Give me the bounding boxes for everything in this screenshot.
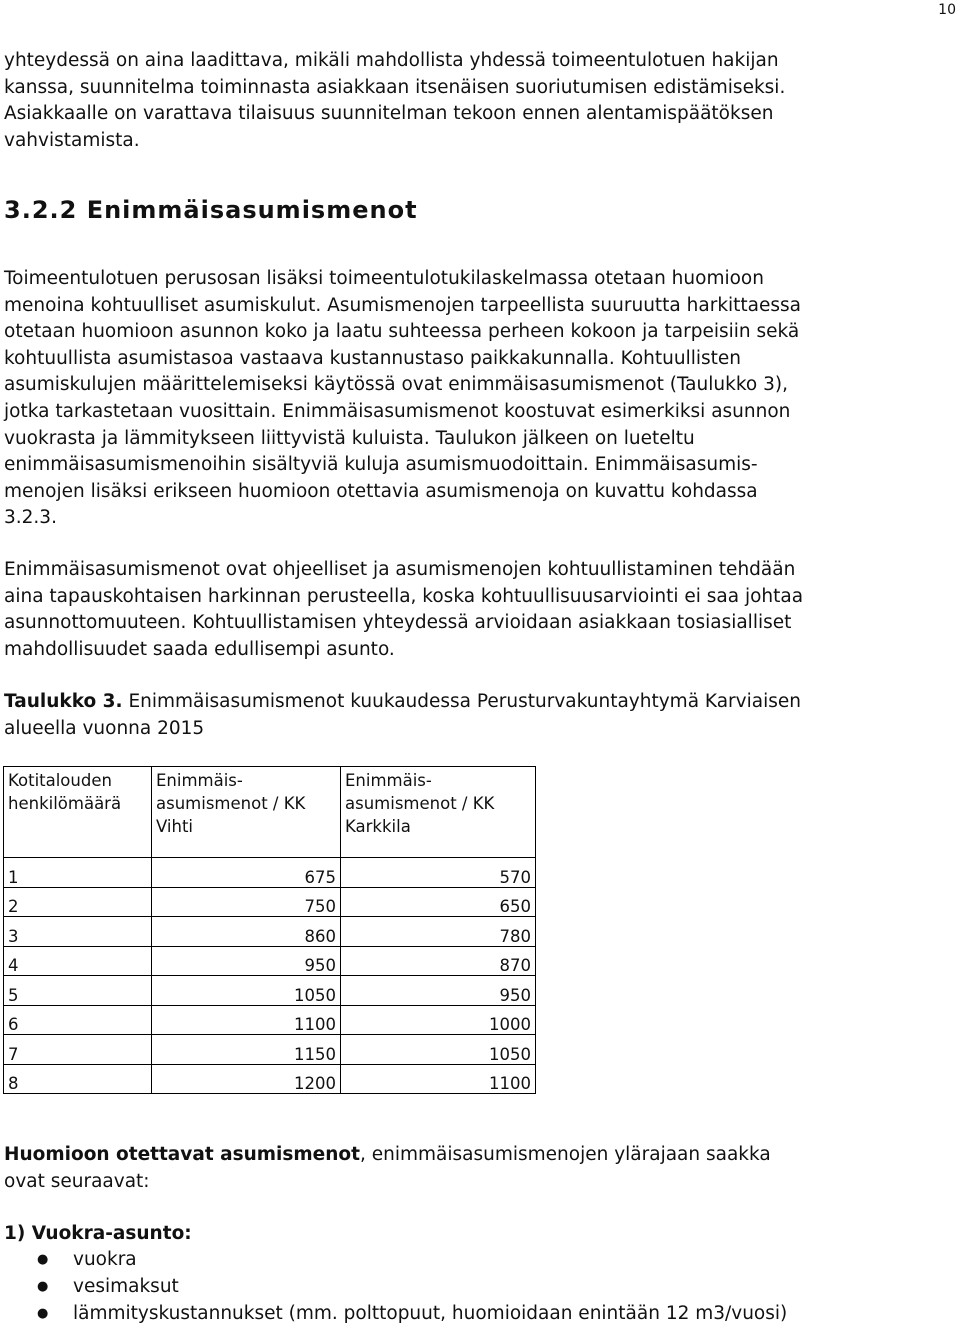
text-line: alueella vuonna 2015 [4, 717, 205, 739]
table-row [4, 946, 536, 976]
table-row [4, 1035, 536, 1065]
text-line: 3.2.3. [4, 507, 57, 529]
table-header-row [4, 767, 536, 858]
vihti-cell: 950 [152, 946, 341, 976]
household-size-cell: 7 [4, 1035, 152, 1065]
karkkila-cell: 1000 [341, 1005, 536, 1035]
intro-paragraph [4, 48, 934, 154]
text-line: Huomioon otettavat asumismenot, enimmäisasumismenojen ylärajaan saakka [4, 1144, 771, 1165]
text-line: Asiakkaalle on varattava tilaisuus suunnitelman tekoon ennen alentamispäätöksen [4, 103, 774, 125]
list-item: ● vuokra [4, 1246, 787, 1273]
rental-costs-list [4, 1246, 787, 1327]
vihti-cell: 1200 [152, 1064, 341, 1094]
text-line: ovat seuraavat: [4, 1170, 150, 1192]
vihti-cell: 1100 [152, 1005, 341, 1035]
text-line: vahvistamista. [4, 129, 140, 151]
household-size-cell: 6 [4, 1005, 152, 1035]
text-line: Toimeentulotuen perusosan lisäksi toimeentulotukilaskelmassa otetaan huomioon [4, 268, 764, 289]
vihti-cell: 1050 [152, 976, 341, 1006]
household-size-cell: 8 [4, 1064, 152, 1094]
text-line [4, 689, 934, 716]
karkkila-cell: 570 [341, 858, 536, 888]
vihti-cell: 675 [152, 858, 341, 888]
text-line: mahdollisuudet saada edullisempi asunto. [4, 638, 395, 660]
text-line: menojen lisäksi erikseen huomioon otettavia asumismenoja on kuvattu kohdassa [4, 480, 758, 502]
karkkila-cell: 1050 [341, 1035, 536, 1065]
header-vihti: Enimmäis- asumismenot / KK Vihti [152, 767, 341, 858]
considered-costs-lead: Huomioon otettavat asumismenot [4, 1144, 360, 1165]
considered-costs-paragraph [4, 1142, 934, 1195]
table-row [4, 917, 536, 947]
table-row [4, 1005, 536, 1035]
text-line: aina tapauskohtaisen harkinnan perusteella, koska kohtuullisuusarviointi ei saa johtaa [4, 585, 804, 607]
table-row [4, 858, 536, 888]
page-number: 10 [938, 2, 956, 18]
household-size-cell: 3 [4, 917, 152, 947]
household-size-cell: 1 [4, 858, 152, 888]
text-line: menoina kohtuulliset asumiskulut. Asumismenojen tarpeellista suuruutta harkittaessa [4, 294, 802, 316]
body-paragraph-2 [4, 557, 934, 663]
table-row [4, 1064, 536, 1094]
header-karkkila: Enimmäis- asumismenot / KK Karkkila [341, 767, 536, 858]
karkkila-cell: 950 [341, 976, 536, 1006]
vihti-cell: 1150 [152, 1035, 341, 1065]
table-caption [4, 689, 934, 742]
vihti-cell: 860 [152, 917, 341, 947]
rental-heading: 1) Vuokra-asunto: [4, 1223, 192, 1244]
text-line: vuokrasta ja lämmitykseen liittyvistä kuluista. Taulukon jälkeen on lueteltu [4, 427, 695, 449]
vihti-cell: 750 [152, 887, 341, 917]
text-line: asumiskulujen määrittelemiseksi käytössä ovat enimmäisasumismenot (Taulukko 3), [4, 374, 788, 396]
text-line: kohtuullista asumistasoa vastaava kustannustaso paikkakunnalla. Kohtuullisten [4, 347, 742, 369]
caption-text: Enimmäisasumismenot kuukaudessa Perusturvakuntayhtymä Karviaisen [122, 691, 801, 712]
karkkila-cell: 870 [341, 946, 536, 976]
text-line: kanssa, suunnitelma toiminnasta asiakkaan itsenäisen suoriutumisen edistämiseksi. [4, 76, 786, 98]
karkkila-cell: 1100 [341, 1064, 536, 1094]
table-row [4, 887, 536, 917]
text-line: Enimmäisasumismenot ovat ohjeelliset ja asumismenojen kohtuullistaminen tehdään [4, 559, 796, 580]
text-line: asunnottomuuteen. Kohtuullistamisen yhteydessä arvioidaan asiakkaan tosiasialliset [4, 612, 792, 634]
table-label: Taulukko 3. [4, 691, 123, 712]
karkkila-cell: 780 [341, 917, 536, 947]
housing-cost-limits-table [3, 766, 536, 1094]
header-household-size: Kotitalouden henkilömäärä [4, 767, 152, 858]
karkkila-cell: 650 [341, 887, 536, 917]
household-size-cell: 2 [4, 887, 152, 917]
section-heading: 3.2.2 Enimmäisasumismenot [4, 196, 418, 224]
text-line: enimmäisasumismenoihin sisältyviä kuluja asumismuodoittain. Enimmäisasumis- [4, 454, 758, 476]
household-size-cell: 4 [4, 946, 152, 976]
body-paragraph-1 [4, 266, 934, 532]
list-item: ● vesimaksut [4, 1273, 787, 1300]
list-item: ● lämmityskustannukset (mm. polttopuut, huomioidaan enintään 12 m3/vuosi) [4, 1300, 787, 1327]
text-line: jotka tarkastetaan vuosittain. Enimmäisasumismenot koostuvat esimerkiksi asunnon [4, 400, 791, 422]
text-line: otetaan huomioon asunnon koko ja laatu suhteessa perheen kokoon ja tarpeisiin sekä [4, 321, 800, 343]
text-line: yhteydessä on aina laadittava, mikäli mahdollista yhdessä toimeentulotuen hakijan [4, 50, 779, 71]
table-row [4, 976, 536, 1006]
household-size-cell: 5 [4, 976, 152, 1006]
